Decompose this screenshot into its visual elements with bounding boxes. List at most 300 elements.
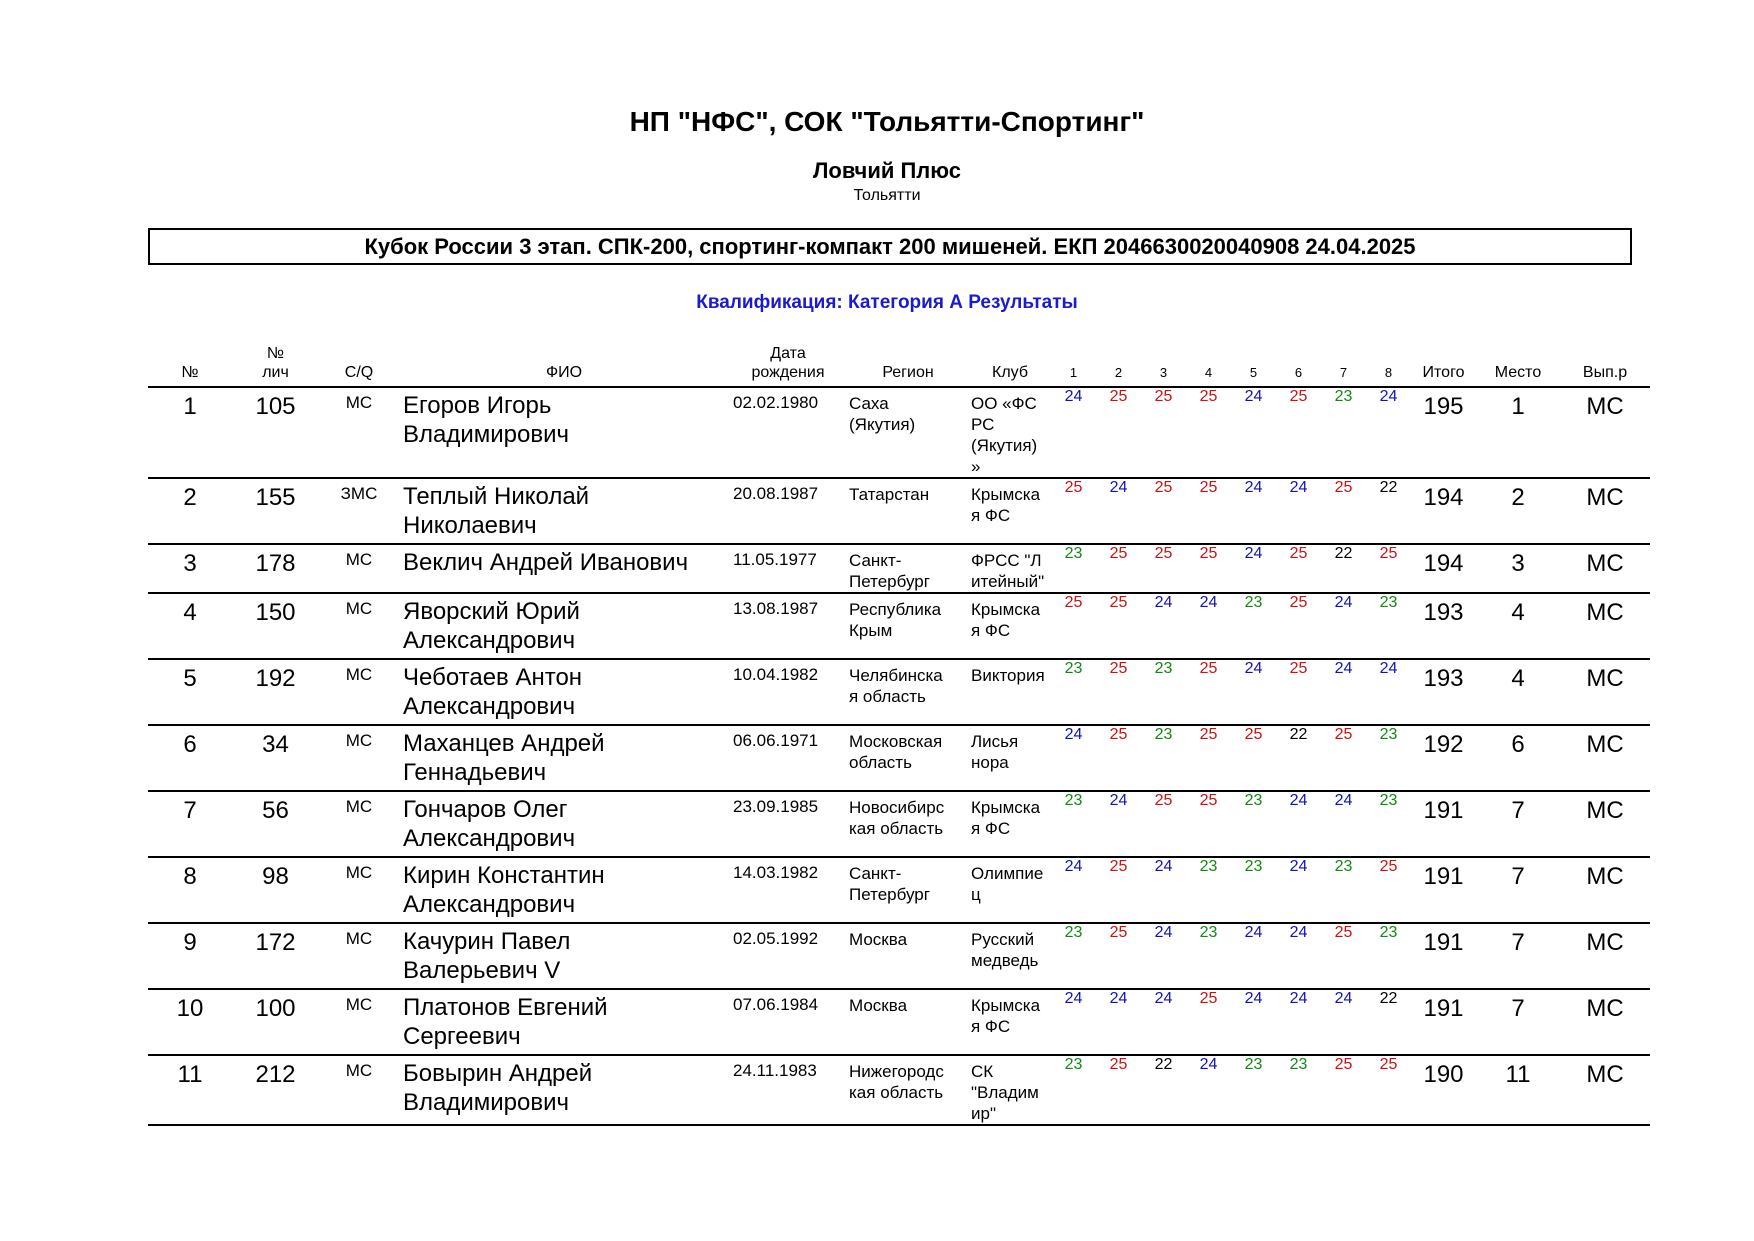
club-line: Лисья (971, 732, 1019, 751)
total-score: 194 (1411, 544, 1476, 593)
total-score: 191 (1411, 857, 1476, 923)
athlete-name (399, 387, 729, 478)
qualification: МС (319, 659, 399, 725)
license-number: 155 (232, 478, 319, 544)
col-header-series-1: 1 (1051, 344, 1096, 387)
club-line: » (971, 457, 981, 476)
club (969, 659, 1051, 725)
club-line: я ФС (971, 621, 1011, 640)
license-number: 212 (232, 1055, 319, 1125)
place: 1 (1476, 387, 1560, 478)
total-score: 193 (1411, 593, 1476, 659)
series-score: 23 (1366, 725, 1411, 791)
series-score: 25 (1096, 1055, 1141, 1125)
table-row (148, 1055, 1650, 1125)
athlete-name-line: Качурин Павел (403, 928, 571, 955)
series-score: 23 (1186, 857, 1231, 923)
series-score: 24 (1276, 923, 1321, 989)
series-score: 25 (1276, 544, 1321, 593)
athlete-name (399, 989, 729, 1055)
license-number: 105 (232, 387, 319, 478)
series-score: 25 (1096, 725, 1141, 791)
series-score: 25 (1186, 659, 1231, 725)
total-score: 195 (1411, 387, 1476, 478)
series-score: 24 (1321, 659, 1366, 725)
athlete-name (399, 478, 729, 544)
qualification: МС (319, 989, 399, 1055)
region-line: Петербург (849, 572, 930, 591)
total-score: 191 (1411, 791, 1476, 857)
region-line: Новосибирс (849, 798, 945, 817)
club-line: нора (971, 753, 1009, 772)
place: 11 (1476, 1055, 1560, 1125)
region-line: Нижегородс (849, 1062, 944, 1081)
athlete-name-line: Валерьевич V (403, 957, 561, 984)
series-score: 24 (1276, 989, 1321, 1055)
series-score: 24 (1051, 387, 1096, 478)
row-number: 11 (148, 1055, 232, 1125)
athlete-name-line: Теплый Николай (403, 483, 590, 510)
region (847, 593, 969, 659)
table-row (148, 387, 1650, 478)
table-row (148, 857, 1650, 923)
series-score: 24 (1186, 593, 1231, 659)
region (847, 1055, 969, 1125)
club (969, 857, 1051, 923)
place: 7 (1476, 989, 1560, 1055)
table-row (148, 593, 1650, 659)
row-number: 4 (148, 593, 232, 659)
region-line: Татарстан (849, 485, 930, 504)
license-number: 100 (232, 989, 319, 1055)
series-score: 25 (1321, 1055, 1366, 1125)
place: 7 (1476, 791, 1560, 857)
table-row (148, 989, 1650, 1055)
rank-achieved: МС (1560, 387, 1650, 478)
region-line: Москва (849, 996, 908, 1015)
series-score: 24 (1096, 478, 1141, 544)
region-line: Петербург (849, 885, 930, 904)
series-score: 25 (1321, 725, 1366, 791)
series-score: 25 (1321, 478, 1366, 544)
qualification: МС (319, 387, 399, 478)
rank-achieved: МС (1560, 659, 1650, 725)
qualification: ЗМС (319, 478, 399, 544)
rank-achieved: МС (1560, 478, 1650, 544)
series-score: 25 (1096, 857, 1141, 923)
col-header-series-5: 5 (1231, 344, 1276, 387)
club-line: ир" (971, 1104, 996, 1123)
region (847, 791, 969, 857)
athlete-name-line: Владимирович (403, 421, 570, 448)
series-score: 25 (1141, 478, 1186, 544)
license-number: 192 (232, 659, 319, 725)
series-score: 24 (1186, 1055, 1231, 1125)
series-score: 25 (1276, 387, 1321, 478)
series-score: 24 (1141, 923, 1186, 989)
col-header-series-2: 2 (1096, 344, 1141, 387)
license-number: 98 (232, 857, 319, 923)
series-score: 23 (1186, 923, 1231, 989)
rank-achieved: МС (1560, 791, 1650, 857)
license-number: 172 (232, 923, 319, 989)
total-score: 192 (1411, 725, 1476, 791)
series-score: 24 (1276, 857, 1321, 923)
athlete-name-line: Александрович (403, 693, 576, 720)
city-name: Тольятти (853, 187, 921, 204)
athlete-name-line: Платонов Евгений (403, 994, 608, 1021)
series-score: 24 (1096, 989, 1141, 1055)
series-score: 23 (1141, 659, 1186, 725)
col-header-total: Итого (1411, 344, 1476, 387)
series-score: 25 (1276, 593, 1321, 659)
license-number: 34 (232, 725, 319, 791)
col-header-place: Место (1476, 344, 1560, 387)
birth-date: 11.05.1977 (729, 544, 847, 593)
series-score: 25 (1096, 923, 1141, 989)
club-line: Крымска (971, 600, 1041, 619)
series-score: 24 (1231, 387, 1276, 478)
series-score: 25 (1096, 387, 1141, 478)
series-score: 23 (1231, 857, 1276, 923)
series-score: 23 (1051, 1055, 1096, 1125)
club-line: я ФС (971, 1017, 1011, 1036)
series-score: 22 (1321, 544, 1366, 593)
region (847, 923, 969, 989)
athlete-name (399, 923, 729, 989)
col-header-club: Клуб (969, 344, 1051, 387)
series-score: 23 (1051, 791, 1096, 857)
region-line: кая область (849, 1083, 944, 1102)
series-score: 23 (1321, 387, 1366, 478)
club-line: (Якутия) (971, 436, 1038, 455)
series-score: 25 (1096, 544, 1141, 593)
row-number: 9 (148, 923, 232, 989)
series-score: 25 (1321, 923, 1366, 989)
series-score: 24 (1276, 478, 1321, 544)
birth-date: 23.09.1985 (729, 791, 847, 857)
table-row (148, 659, 1650, 725)
series-score: 24 (1051, 857, 1096, 923)
birth-date: 06.06.1971 (729, 725, 847, 791)
region (847, 725, 969, 791)
series-score: 25 (1186, 478, 1231, 544)
athlete-name-line: Александрович (403, 627, 576, 654)
region-line: (Якутия) (849, 415, 916, 434)
athlete-name-line: Сергеевич (403, 1023, 521, 1050)
place: 2 (1476, 478, 1560, 544)
athlete-name-line: Бовырин Андрей (403, 1060, 593, 1087)
athlete-name-line: Яворский Юрий (403, 598, 580, 625)
col-header-series-8: 8 (1366, 344, 1411, 387)
series-score: 23 (1366, 791, 1411, 857)
series-score: 25 (1141, 791, 1186, 857)
series-score: 24 (1231, 478, 1276, 544)
region (847, 989, 969, 1055)
region-line: область (849, 753, 912, 772)
series-score: 22 (1141, 1055, 1186, 1125)
series-score: 22 (1276, 725, 1321, 791)
athlete-name-line: Владимирович (403, 1089, 570, 1116)
series-score: 25 (1186, 544, 1231, 593)
row-number: 1 (148, 387, 232, 478)
club (969, 989, 1051, 1055)
place: 7 (1476, 857, 1560, 923)
athlete-name-line: Александрович (403, 891, 576, 918)
club-line: РС (971, 415, 995, 434)
series-score: 23 (1366, 593, 1411, 659)
club (969, 478, 1051, 544)
athlete-name-line: Чеботаев Антон (403, 664, 583, 691)
table-row (148, 791, 1650, 857)
place: 6 (1476, 725, 1560, 791)
club (969, 1055, 1051, 1125)
club-line: медведь (971, 951, 1039, 970)
total-score: 190 (1411, 1055, 1476, 1125)
athlete-name-line: Веклич Андрей Иванович (403, 549, 689, 576)
club-line: Русский (971, 930, 1035, 949)
series-score: 25 (1096, 593, 1141, 659)
qualification: МС (319, 791, 399, 857)
series-score: 24 (1231, 544, 1276, 593)
row-number: 5 (148, 659, 232, 725)
birth-date: 20.08.1987 (729, 478, 847, 544)
club (969, 544, 1051, 593)
athlete-name (399, 725, 729, 791)
series-score: 24 (1141, 989, 1186, 1055)
col-header-name: ФИО (399, 344, 729, 387)
col-header-dob: Дата рождения (729, 344, 847, 387)
table-row (148, 478, 1650, 544)
athlete-name (399, 1055, 729, 1125)
club-line: СК (971, 1062, 994, 1081)
series-score: 24 (1231, 923, 1276, 989)
series-score: 25 (1186, 725, 1231, 791)
club-line: ц (971, 885, 981, 904)
athlete-name-line: Николаевич (403, 512, 537, 539)
club-line: Крымска (971, 485, 1041, 504)
club-line: Виктория (971, 666, 1045, 685)
series-score: 24 (1366, 387, 1411, 478)
region (847, 478, 969, 544)
license-number: 150 (232, 593, 319, 659)
region-line: Санкт- (849, 864, 902, 883)
region-line: Крым (849, 621, 893, 640)
organizer-name: Ловчий Плюс (812, 158, 962, 183)
series-score: 24 (1321, 593, 1366, 659)
athlete-name-line: Маханцев Андрей (403, 730, 605, 757)
row-number: 7 (148, 791, 232, 857)
place: 7 (1476, 923, 1560, 989)
place: 3 (1476, 544, 1560, 593)
qualification: МС (319, 923, 399, 989)
series-score: 25 (1366, 1055, 1411, 1125)
region-line: я область (849, 687, 926, 706)
athlete-name (399, 791, 729, 857)
qualification: МС (319, 725, 399, 791)
table-row (148, 923, 1650, 989)
event-title-box (148, 228, 1632, 265)
athlete-name-line: Егоров Игорь (403, 392, 552, 419)
series-score: 23 (1231, 593, 1276, 659)
series-score: 25 (1186, 989, 1231, 1055)
birth-date: 14.03.1982 (729, 857, 847, 923)
athlete-name (399, 659, 729, 725)
total-score: 191 (1411, 923, 1476, 989)
series-score: 24 (1051, 725, 1096, 791)
birth-date: 02.02.1980 (729, 387, 847, 478)
series-score: 25 (1141, 544, 1186, 593)
section-title: Квалификация: Категория А Результаты (696, 292, 1078, 313)
rank-achieved: МС (1560, 544, 1650, 593)
total-score: 191 (1411, 989, 1476, 1055)
region-line: Республика (849, 600, 942, 619)
series-score: 24 (1321, 791, 1366, 857)
club-line: "Владим (971, 1083, 1039, 1102)
header-row (148, 344, 1650, 387)
club-line: ФРСС "Л (971, 551, 1042, 570)
series-score: 23 (1321, 857, 1366, 923)
series-score: 25 (1366, 857, 1411, 923)
region-line: кая область (849, 819, 944, 838)
table-row (148, 544, 1650, 593)
series-score: 22 (1366, 989, 1411, 1055)
club-line: я ФС (971, 819, 1011, 838)
series-score: 25 (1051, 478, 1096, 544)
birth-date: 02.05.1992 (729, 923, 847, 989)
rank-achieved: МС (1560, 1055, 1650, 1125)
col-header-series-3: 3 (1141, 344, 1186, 387)
region (847, 544, 969, 593)
athlete-name (399, 857, 729, 923)
series-score: 24 (1231, 989, 1276, 1055)
club (969, 923, 1051, 989)
athlete-name-line: Александрович (403, 825, 576, 852)
row-number: 6 (148, 725, 232, 791)
club-line: Крымска (971, 798, 1041, 817)
event-title: Кубок России 3 этап. СПК-200, спортинг-компакт 200 мишеней. ЕКП 2046630020040908 24.04.2025 (364, 233, 1416, 259)
table-row (148, 725, 1650, 791)
region-line: Москва (849, 930, 908, 949)
series-score: 23 (1051, 923, 1096, 989)
results-table (148, 344, 1650, 1126)
col-header-region: Регион (847, 344, 969, 387)
series-score: 25 (1141, 387, 1186, 478)
row-number: 10 (148, 989, 232, 1055)
col-header-series-4: 4 (1186, 344, 1231, 387)
series-score: 25 (1186, 791, 1231, 857)
region (847, 659, 969, 725)
series-score: 24 (1276, 791, 1321, 857)
place: 4 (1476, 659, 1560, 725)
birth-date: 24.11.1983 (729, 1055, 847, 1125)
rank-achieved: МС (1560, 857, 1650, 923)
row-number: 2 (148, 478, 232, 544)
club (969, 791, 1051, 857)
region (847, 387, 969, 478)
region-line: Челябинска (849, 666, 943, 685)
region-line: Саха (849, 394, 889, 413)
athlete-name-line: Геннадьевич (403, 759, 547, 786)
results-body (148, 387, 1650, 1125)
series-score: 24 (1051, 989, 1096, 1055)
series-score: 24 (1096, 791, 1141, 857)
row-number: 3 (148, 544, 232, 593)
place: 4 (1476, 593, 1560, 659)
club-line: Олимпие (971, 864, 1044, 883)
series-score: 24 (1231, 659, 1276, 725)
birth-date: 13.08.1987 (729, 593, 847, 659)
birth-date: 07.06.1984 (729, 989, 847, 1055)
club (969, 593, 1051, 659)
row-number: 8 (148, 857, 232, 923)
birth-date: 10.04.1982 (729, 659, 847, 725)
series-score: 23 (1366, 923, 1411, 989)
series-score: 25 (1366, 544, 1411, 593)
club-line: я ФС (971, 506, 1011, 525)
qualification: МС (319, 593, 399, 659)
license-number: 56 (232, 791, 319, 857)
series-score: 25 (1096, 659, 1141, 725)
col-header-series-7: 7 (1321, 344, 1366, 387)
series-score: 24 (1321, 989, 1366, 1055)
series-score: 24 (1366, 659, 1411, 725)
series-score: 23 (1141, 725, 1186, 791)
rank-achieved: МС (1560, 725, 1650, 791)
region (847, 857, 969, 923)
athlete-name-line: Гончаров Олег (403, 796, 568, 823)
license-number: 178 (232, 544, 319, 593)
club-line: ОО «ФС (971, 394, 1037, 413)
page-title: НП "НФС", СОК "Тольятти-Спортинг" (629, 106, 1145, 137)
athlete-name-line: Кирин Константин (403, 862, 605, 889)
athlete-name (399, 593, 729, 659)
series-score: 24 (1141, 593, 1186, 659)
series-score: 23 (1231, 1055, 1276, 1125)
club-line: Крымска (971, 996, 1041, 1015)
series-score: 25 (1276, 659, 1321, 725)
qualification: МС (319, 544, 399, 593)
total-score: 193 (1411, 659, 1476, 725)
club (969, 387, 1051, 478)
series-score: 25 (1051, 593, 1096, 659)
club-line: итейный" (971, 572, 1045, 591)
series-score: 22 (1366, 478, 1411, 544)
total-score: 194 (1411, 478, 1476, 544)
series-score: 23 (1051, 544, 1096, 593)
col-header-lic: № лич (232, 344, 319, 387)
athlete-name (399, 544, 729, 593)
series-score: 25 (1186, 387, 1231, 478)
series-score: 25 (1231, 725, 1276, 791)
rank-achieved: МС (1560, 989, 1650, 1055)
series-score: 23 (1231, 791, 1276, 857)
col-header-series-6: 6 (1276, 344, 1321, 387)
series-score: 24 (1141, 857, 1186, 923)
rank-achieved: МС (1560, 593, 1650, 659)
region-line: Санкт- (849, 551, 902, 570)
qualification: МС (319, 857, 399, 923)
rank-achieved: МС (1560, 923, 1650, 989)
qualification: МС (319, 1055, 399, 1125)
club (969, 725, 1051, 791)
col-header-cq: C/Q (319, 344, 399, 387)
region-line: Московская (849, 732, 943, 751)
col-header-num: № (148, 344, 232, 387)
series-score: 23 (1051, 659, 1096, 725)
series-score: 23 (1276, 1055, 1321, 1125)
col-header-rank: Вып.р (1560, 344, 1650, 387)
